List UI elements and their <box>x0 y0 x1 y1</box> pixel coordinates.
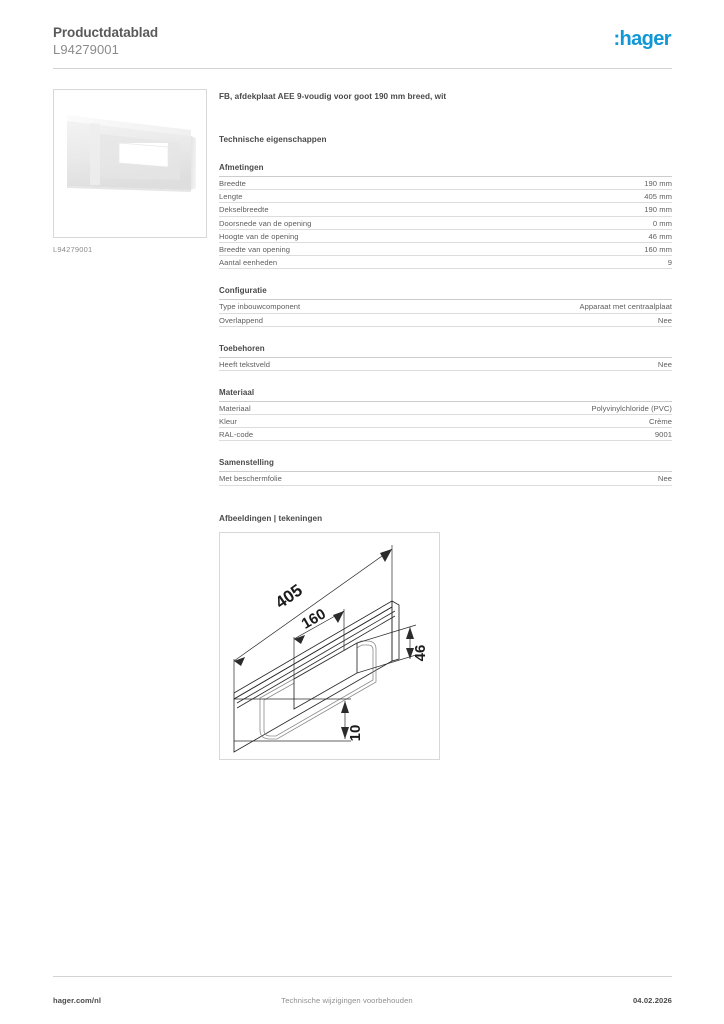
spec-label: Materiaal <box>219 403 251 413</box>
spec-label: Dekselbreedte <box>219 205 269 215</box>
technical-properties-heading: Technische eigenschappen <box>219 135 327 144</box>
page-title: Productdatablad <box>53 25 159 40</box>
dim-opening-width-label: 160 <box>298 605 329 633</box>
spec-group-title: Materiaal <box>219 388 672 402</box>
spec-label: Met beschermfolie <box>219 474 282 484</box>
main-content <box>219 91 672 760</box>
spec-row <box>219 230 672 243</box>
spec-row <box>219 402 672 415</box>
technical-drawing <box>219 532 440 760</box>
product-photo-svg <box>54 90 206 237</box>
spec-value: 9 <box>667 258 672 268</box>
spec-label: RAL-code <box>219 430 254 440</box>
product-image <box>53 89 207 238</box>
spec-group-title: Toebehoren <box>219 344 672 358</box>
spec-group-title: Afmetingen <box>219 163 672 177</box>
spec-row <box>219 190 672 203</box>
spec-row <box>219 428 672 441</box>
footer-notice: Technische wijzigingen voorbehouden <box>281 996 413 1005</box>
spec-row <box>219 177 672 190</box>
spec-label: Aantal eenheden <box>219 258 278 268</box>
spec-label: Type inbouwcomponent <box>219 302 301 312</box>
header-titles <box>53 24 158 58</box>
spec-label: Overlappend <box>219 315 264 325</box>
spec-label: Doorsnede van de opening <box>219 218 312 228</box>
dim-opening-height-label: 46 <box>412 644 429 661</box>
spec-value: Crème <box>648 417 672 427</box>
footer-website[interactable]: hager.com/nl <box>53 996 102 1005</box>
spec-group-title: Samenstelling <box>219 458 672 472</box>
spec-value: Polyvinylchloride (PVC) <box>591 403 672 413</box>
product-name: FB, afdekplaat AEE 9-voudig voor goot 190 mm breed, wit <box>219 92 447 101</box>
spec-label: Lengte <box>219 192 243 202</box>
spec-row <box>219 472 672 485</box>
spec-row <box>219 243 672 256</box>
header-divider <box>53 68 672 69</box>
spec-value: Apparaat met centraalplaat <box>579 302 672 312</box>
spec-label: Kleur <box>219 417 237 427</box>
spec-groups <box>219 163 672 486</box>
spec-label: Breedte van opening <box>219 244 291 254</box>
spec-value: 190 mm <box>644 205 672 215</box>
spec-value: Nee <box>657 474 672 484</box>
page-footer <box>53 996 672 1005</box>
spec-value: Nee <box>657 315 672 325</box>
spec-group <box>219 286 672 326</box>
spec-group <box>219 388 672 442</box>
spec-value: 46 mm <box>648 231 672 241</box>
drawings-heading: Afbeeldingen | tekeningen <box>219 513 323 523</box>
footer-divider <box>53 976 672 977</box>
product-figure <box>53 89 207 254</box>
footer-date: 04.02.2026 <box>632 996 672 1005</box>
spec-value: 9001 <box>654 430 672 440</box>
page-header <box>53 24 672 68</box>
dim-length-label: 405 <box>271 580 306 613</box>
spec-label: Heeft tekstveld <box>219 359 270 369</box>
spec-row <box>219 415 672 428</box>
hager-logo: :hager <box>613 28 671 50</box>
spec-group <box>219 344 672 371</box>
spec-value: 405 mm <box>644 192 672 202</box>
spec-group <box>219 163 672 269</box>
spec-label: Breedte <box>219 179 246 188</box>
spec-value: 160 mm <box>644 244 672 254</box>
spec-row <box>219 203 672 216</box>
spec-row <box>219 256 672 269</box>
technical-drawing-svg <box>220 533 439 759</box>
dim-depth-label: 10 <box>347 724 364 741</box>
spec-row <box>219 300 672 313</box>
product-reference: L94279001 <box>53 42 119 57</box>
spec-label: Hoogte van de opening <box>219 231 299 241</box>
spec-row <box>219 314 672 327</box>
spec-group <box>219 458 672 485</box>
product-image-caption: L94279001 <box>53 245 93 254</box>
spec-row <box>219 358 672 371</box>
spec-value: 0 mm <box>652 218 672 228</box>
spec-group-title: Configuratie <box>219 286 672 300</box>
spec-row <box>219 217 672 230</box>
spec-value: Nee <box>657 359 672 369</box>
spec-value: 190 mm <box>644 179 672 188</box>
